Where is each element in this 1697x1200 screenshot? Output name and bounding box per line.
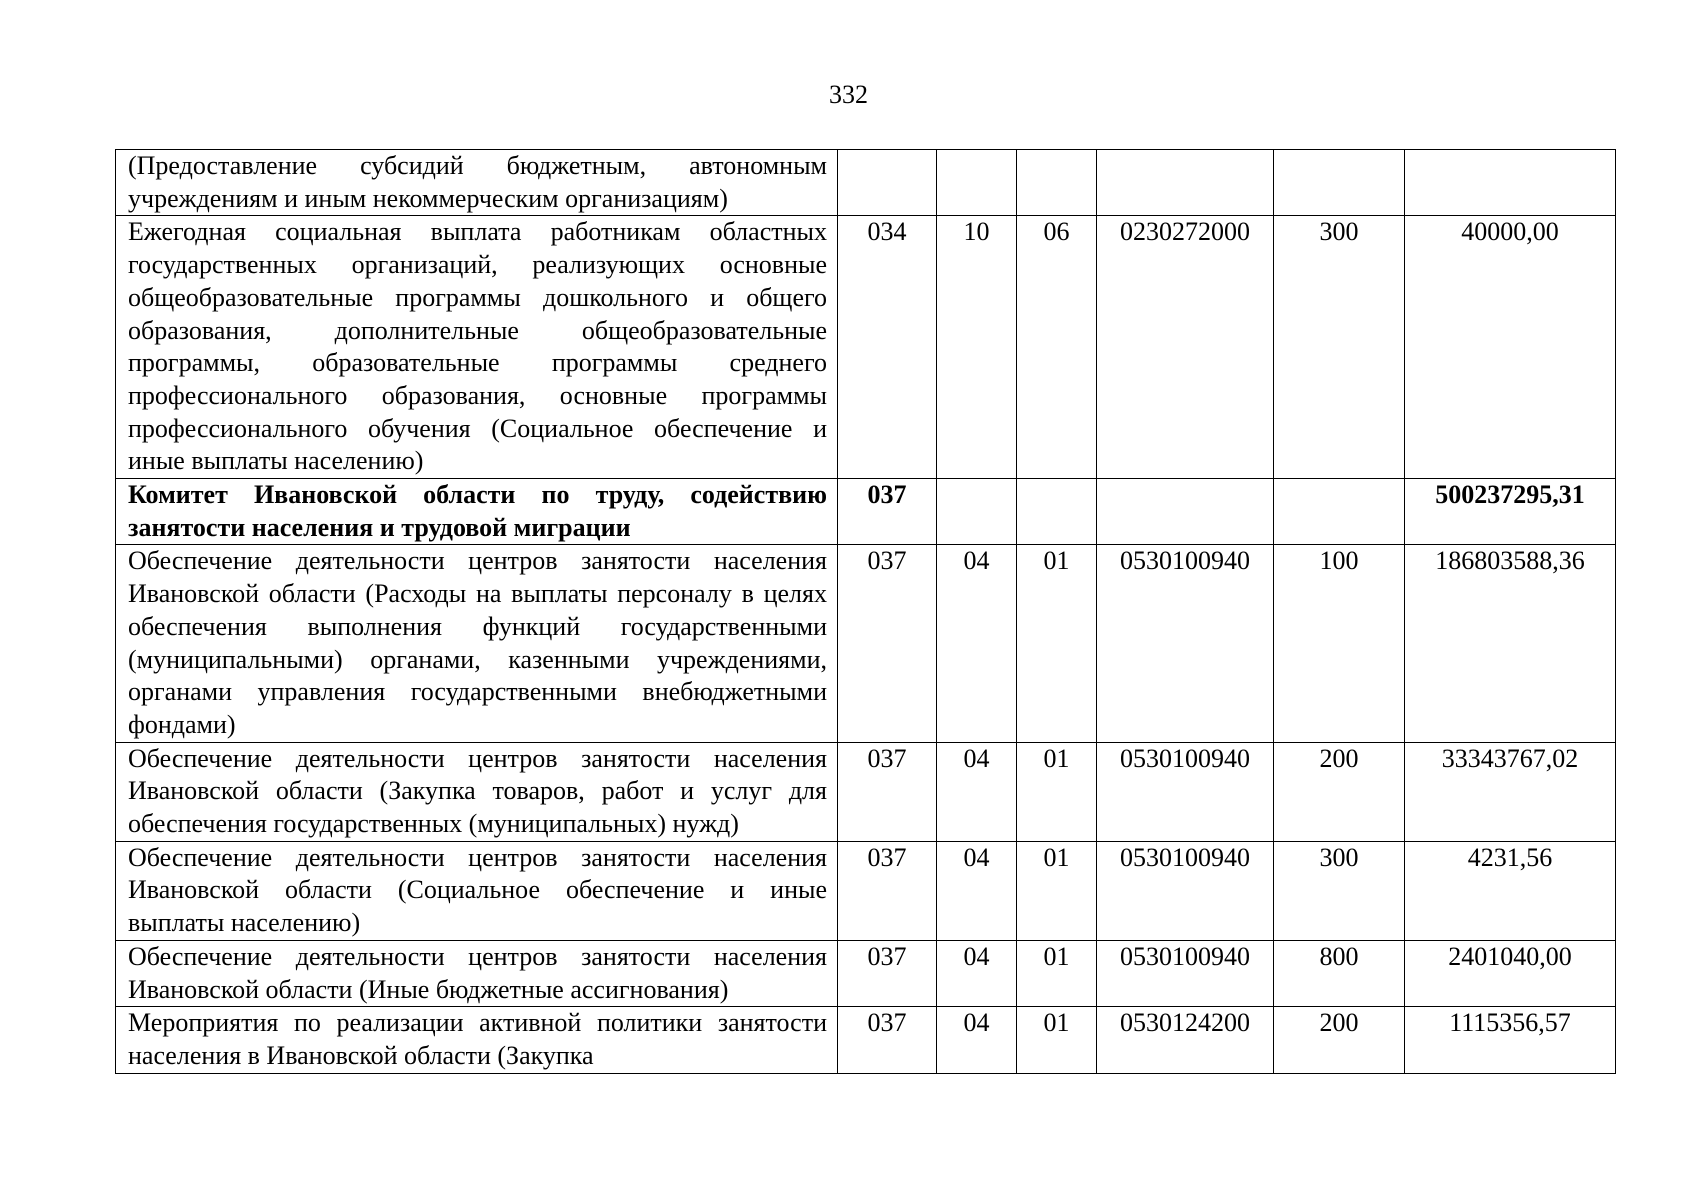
- section-code: 04: [937, 841, 1017, 940]
- table-row: [116, 545, 1616, 742]
- target-article-code: 0530100940: [1097, 841, 1274, 940]
- table-row-department-total: [116, 479, 1616, 545]
- subsection-code: [1017, 479, 1097, 545]
- amount: 33343767,02: [1405, 742, 1616, 841]
- expense-type-code: 100: [1274, 545, 1405, 742]
- row-description: Ежегодная социальная выплата работникам областных государственных организаций, реализующих основные общеобразовательные программы дошкольного и общего образования, дополнительные общеобразовательные программы, образовательные программы среднего профессионального образования, основные программы профессионального обучения (Социальное обеспечение и иные выплаты населению): [116, 216, 838, 479]
- target-article-code: 0530100940: [1097, 545, 1274, 742]
- row-description: Мероприятия по реализации активной политики занятости населения в Ивановской области (Закупка: [116, 1007, 838, 1073]
- target-article-code: [1097, 479, 1274, 545]
- budget-table: [115, 149, 1616, 1074]
- row-description: Комитет Ивановской области по труду, содействию занятости населения и трудовой миграции: [116, 479, 838, 545]
- amount: 2401040,00: [1405, 940, 1616, 1006]
- section-code: 04: [937, 1007, 1017, 1073]
- table-row: [116, 216, 1616, 479]
- section-code: [937, 479, 1017, 545]
- target-article-code: 0530100940: [1097, 940, 1274, 1006]
- subsection-code: 01: [1017, 742, 1097, 841]
- table-row: [116, 742, 1616, 841]
- target-article-code: 0530124200: [1097, 1007, 1274, 1073]
- expense-type-code: 200: [1274, 1007, 1405, 1073]
- expense-type-code: 200: [1274, 742, 1405, 841]
- row-description: (Предоставление субсидий бюджетным, автономным учреждениям и иным некоммерческим организациям): [116, 150, 838, 216]
- subsection-code: 01: [1017, 940, 1097, 1006]
- table-row: [116, 940, 1616, 1006]
- subsection-code: 06: [1017, 216, 1097, 479]
- section-code: 04: [937, 940, 1017, 1006]
- ministry-code: 037: [838, 841, 937, 940]
- expense-type-code: 300: [1274, 216, 1405, 479]
- section-code: 04: [937, 742, 1017, 841]
- expense-type-code: 300: [1274, 841, 1405, 940]
- target-article-code: 0230272000: [1097, 216, 1274, 479]
- amount: 186803588,36: [1405, 545, 1616, 742]
- ministry-code: 037: [838, 1007, 937, 1073]
- page-number: 332: [829, 80, 868, 109]
- section-code: 10: [937, 216, 1017, 479]
- row-description: Обеспечение деятельности центров занятости населения Ивановской области (Расходы на выплаты персоналу в целях обеспечения выполнения функций государственными (муниципальными) органами, казенными учреждениями, органами управления государственными внебюджетными фондами): [116, 545, 838, 742]
- subsection-code: [1017, 150, 1097, 216]
- subsection-code: 01: [1017, 841, 1097, 940]
- row-description: Обеспечение деятельности центров занятости населения Ивановской области (Закупка товаров, работ и услуг для обеспечения государственных (муниципальных) нужд): [116, 742, 838, 841]
- subsection-code: 01: [1017, 545, 1097, 742]
- ministry-code: 037: [838, 742, 937, 841]
- ministry-code: 037: [838, 940, 937, 1006]
- table-row: [116, 841, 1616, 940]
- amount: 4231,56: [1405, 841, 1616, 940]
- amount: 1115356,57: [1405, 1007, 1616, 1073]
- table-row: [116, 1007, 1616, 1073]
- amount: 40000,00: [1405, 216, 1616, 479]
- table-row: [116, 150, 1616, 216]
- row-description: Обеспечение деятельности центров занятости населения Ивановской области (Иные бюджетные ассигнования): [116, 940, 838, 1006]
- row-description: Обеспечение деятельности центров занятости населения Ивановской области (Социальное обеспечение и иные выплаты населению): [116, 841, 838, 940]
- expense-type-code: 800: [1274, 940, 1405, 1006]
- ministry-code: 037: [838, 479, 937, 545]
- amount: [1405, 150, 1616, 216]
- ministry-code: [838, 150, 937, 216]
- expense-type-code: [1274, 150, 1405, 216]
- subsection-code: 01: [1017, 1007, 1097, 1073]
- section-code: [937, 150, 1017, 216]
- ministry-code: 034: [838, 216, 937, 479]
- target-article-code: 0530100940: [1097, 742, 1274, 841]
- expense-type-code: [1274, 479, 1405, 545]
- ministry-code: 037: [838, 545, 937, 742]
- amount: 500237295,31: [1405, 479, 1616, 545]
- target-article-code: [1097, 150, 1274, 216]
- section-code: 04: [937, 545, 1017, 742]
